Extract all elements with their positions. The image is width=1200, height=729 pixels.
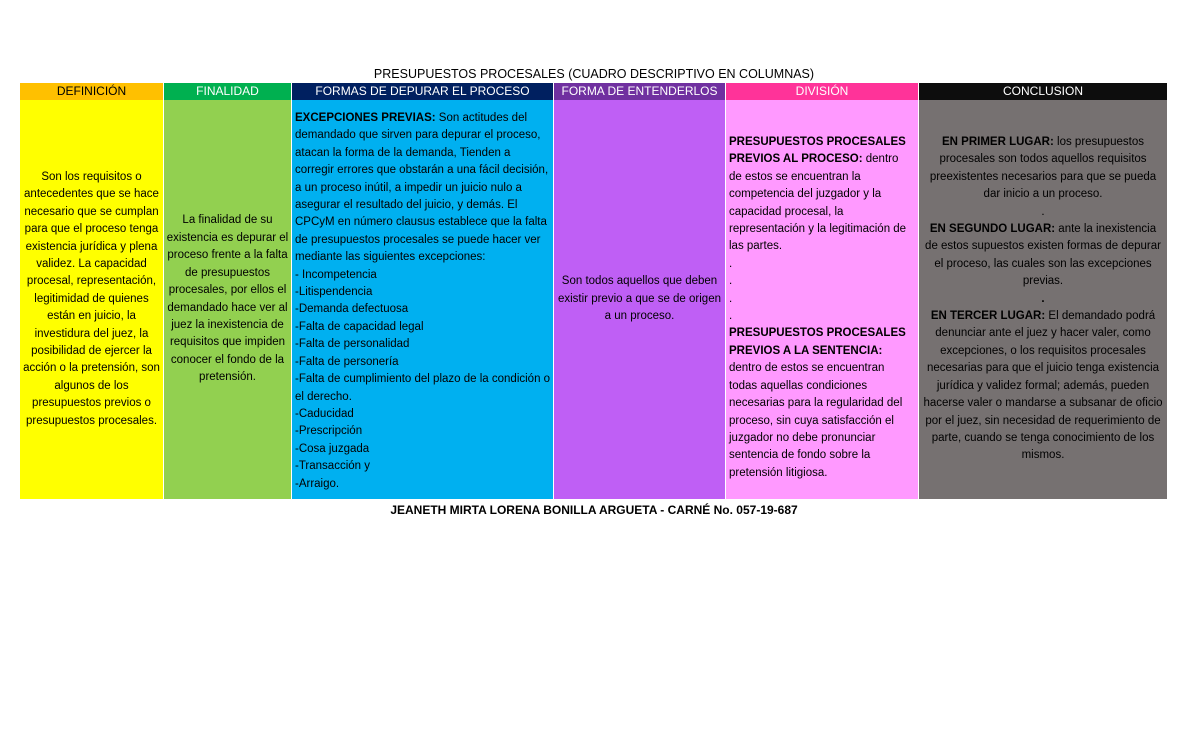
conclusion-segundo-lugar: [923, 221, 1163, 291]
forma-entender-text: Son todos aquellos que deben existir previo a que se de origen a un proceso.: [557, 275, 721, 323]
list-item: -Falta de cumplimiento del plazo de la condición o el derecho.: [295, 373, 551, 403]
cell-division: [726, 100, 919, 499]
conclusion-dot: .: [1041, 292, 1045, 305]
conclusion-heading-2: EN SEGUNDO LUGAR:: [929, 223, 1056, 236]
division-dot: .: [729, 292, 733, 305]
list-item: -Transacción y: [295, 460, 370, 473]
list-item: -Demanda defectuosa: [295, 303, 409, 316]
list-item: -Litispendencia: [295, 286, 373, 299]
author-footer: JEANETH MIRTA LORENA BONILLA ARGUETA - CARNÉ No. 057-19-687: [390, 503, 798, 517]
conclusion-text-1: los presupuestos procesales son todos aquellos requisitos preexistentes necesarios para que se pueda dar inicio a un proceso.: [929, 136, 1157, 201]
cell-formas-depurar: [292, 100, 554, 499]
header-division: DIVISIÓN: [726, 83, 919, 100]
header-formas-depurar: FORMAS DE DEPURAR EL PROCESO: [292, 83, 554, 100]
division-previos-sentencia: [729, 325, 914, 482]
division-dot: .: [729, 275, 733, 288]
conclusion-text-3: El demandado podrá denunciar ante el juez y hacer valer, como excepciones, o los requisitos procesales necesarias para que el juicio tenga existencia jurídica y validez formal; además, pueden hacerse valer o mandarse a subsanar de oficio por el juez, sin necesidad de requerimiento de parte, cuando se tenga conocimiento de los mismos.: [923, 310, 1163, 462]
cell-definicion: [20, 100, 164, 499]
division-text-2: dentro de estos se encuentran todas aquellas condiciones necesarias para la regularidad del proceso, sin cuya satisfacción el juzgador no debe pronunciar sentencia de fondo sobre la pretensión litigiosa.: [729, 362, 903, 479]
list-item: -Prescripción: [295, 425, 363, 438]
conclusion-tercer-lugar: [923, 308, 1163, 465]
conclusion-heading-1: EN PRIMER LUGAR:: [942, 136, 1054, 148]
list-item: -Falta de personalidad: [295, 338, 410, 351]
formas-intro-text: Son actitudes del demandado que sirven para depurar el proceso, atacan la forma de la demanda, Tienden a corregir errores que obstarán a una fácil decisión, a un proceso inútil, a impedir un juicio nulo a asegurar el resultado del juicio, y demás. El CPCyM en número clausus establece que la falta de presupuestos procesales se puede hacer ver mediante las siguientes excepciones:: [295, 112, 549, 264]
finalidad-text: La finalidad de su existencia es depurar el proceso frente a la falta de presupuestos procesales, por ellos el demandado hace ver al juez la inexistencia de requisitos que impiden conocer el fondo de la pretensión.: [166, 214, 289, 384]
cell-conclusion: [919, 100, 1168, 499]
list-item: -Falta de capacidad legal: [295, 320, 424, 333]
conclusion-primer-lugar: [923, 134, 1163, 204]
division-dot: .: [729, 310, 733, 323]
excepciones-list: [295, 267, 551, 493]
list-item: -Arraigo.: [295, 477, 340, 490]
list-item: -Cosa juzgada: [295, 442, 370, 455]
conclusion-text-2: ante la inexistencia de estos supuestos existen formas de depurar el proceso, las cuales son las excepciones previas.: [925, 223, 1161, 288]
list-item: -Caducidad: [295, 407, 354, 420]
division-text-1: dentro de estos se encuentran la competencia del juzgador y la capacidad procesal, la representación y la legitimación de las partes.: [729, 153, 907, 253]
formas-heading: EXCEPCIONES PREVIAS:: [295, 112, 436, 124]
list-item: - Incompetencia: [295, 268, 377, 281]
list-item: -Falta de personería: [295, 355, 399, 368]
cell-finalidad: [164, 100, 292, 499]
descriptive-table: [20, 83, 1168, 499]
division-heading-1: PRESUPUESTOS PROCESALES PREVIOS AL PROCESO:: [729, 136, 906, 166]
conclusion-heading-3: EN TERCER LUGAR:: [930, 310, 1046, 323]
conclusion-dot: .: [1041, 205, 1045, 218]
header-forma-entenderlos: FORMA DE ENTENDERLOS: [554, 83, 726, 100]
formas-intro: [295, 110, 551, 267]
header-definicion: DEFINICIÓN: [20, 83, 164, 100]
definicion-text: Son los requisitos o antecedentes que se hace necesario que se cumplan para que el proceso tenga existencia jurídica y plena validez. La capacidad procesal, representación, legitimidad de quienes están en juicio, la investidura del juez, la posibilidad de ejercer la acción o la pretensión, son algunos de los presupuestos previos o presupuestos procesales.: [23, 170, 160, 427]
cell-forma-entenderlos: [554, 100, 726, 499]
division-previos-proceso: [729, 134, 914, 256]
document-title: PRESUPUESTOS PROCESALES (CUADRO DESCRIPTIVO EN COLUMNAS): [373, 67, 815, 81]
header-finalidad: FINALIDAD: [164, 83, 292, 100]
division-dot: .: [729, 257, 733, 270]
header-conclusion: CONCLUSION: [919, 83, 1168, 100]
division-heading-2: PRESUPUESTOS PROCESALES PREVIOS A LA SENTENCIA:: [729, 327, 906, 357]
